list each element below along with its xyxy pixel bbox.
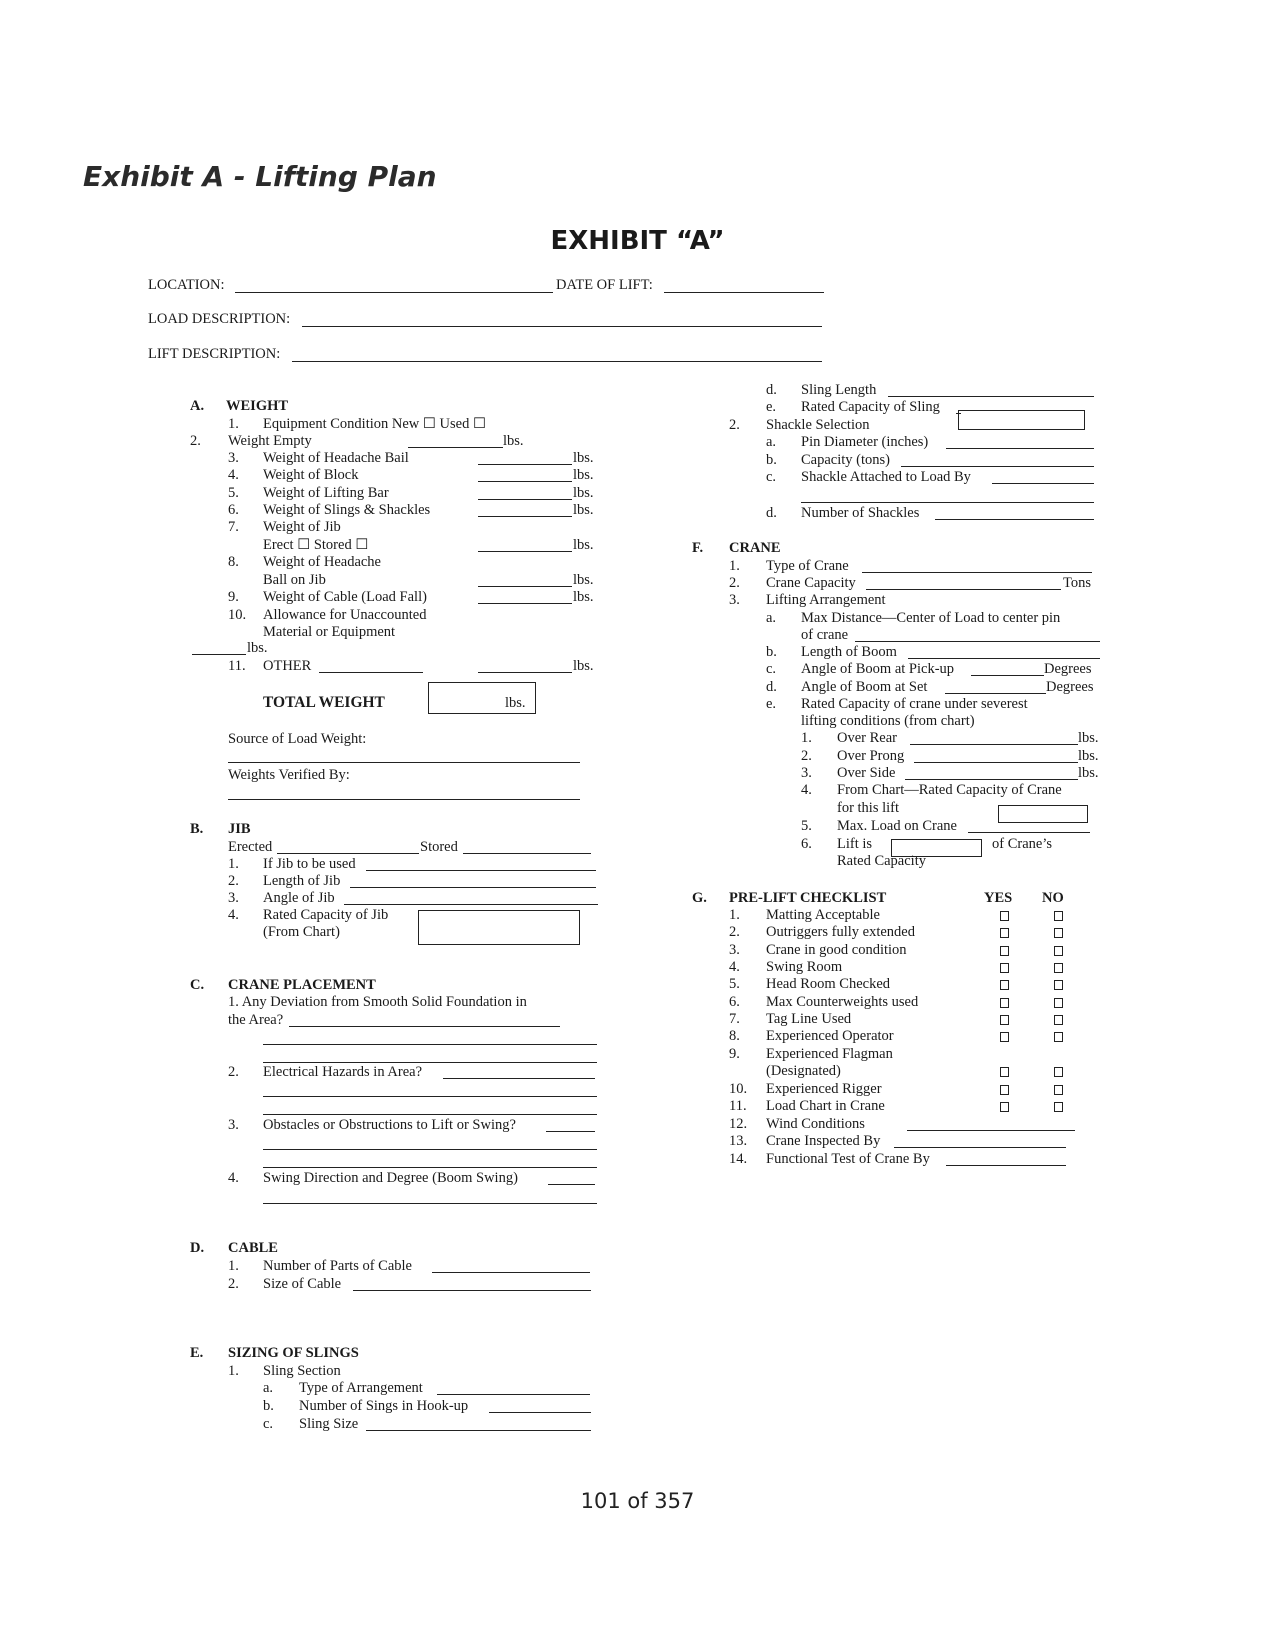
angle-set-field[interactable] [945, 693, 1046, 694]
electrical-hazards-label: Electrical Hazards in Area? [263, 1064, 423, 1080]
section-e-title: SIZING OF SLINGS [228, 1345, 359, 1361]
electrical-hazards-field[interactable] [443, 1078, 595, 1079]
no-checkbox[interactable] [1054, 980, 1063, 990]
item-letter: c. [263, 1416, 274, 1432]
checklist-item-label: Swing Room [766, 959, 843, 975]
exhibit-title: EXHIBIT “A” [550, 226, 725, 256]
location-label: LOCATION: [148, 277, 225, 293]
item-letter: a. [263, 1380, 274, 1396]
section-b-letter: B. [190, 821, 204, 837]
yes-column-header: YES [984, 890, 1013, 906]
checklist-item-label: Tag Line Used [766, 1011, 852, 1027]
no-checkbox[interactable] [1054, 998, 1063, 1008]
tons-unit: Tons [1063, 575, 1091, 591]
no-checkbox[interactable] [1054, 963, 1063, 973]
lift-description-field[interactable] [292, 361, 822, 362]
yes-checkbox[interactable] [1000, 998, 1009, 1008]
max-distance-label-2: of crane [801, 627, 849, 643]
section-c-letter: C. [190, 977, 205, 993]
headache-ball-label-2: Ball on Jib [263, 572, 326, 588]
no-checkbox[interactable] [1054, 1032, 1063, 1042]
jib-angle-label: Angle of Jib [263, 890, 335, 906]
max-distance-label: Max Distance—Center of Load to center pin [801, 610, 1061, 626]
item-number: 1. [228, 1363, 239, 1379]
checklist-item-label: Experienced Operator [766, 1028, 894, 1044]
checklist-item-number: 6. [729, 994, 740, 1010]
boom-length-field[interactable] [908, 658, 1100, 659]
headache-ball-label: Weight of Headache [263, 554, 381, 570]
section-c-title: CRANE PLACEMENT [228, 977, 376, 993]
over-prong-field[interactable] [914, 762, 1078, 763]
lifting-bar-field[interactable] [478, 499, 572, 500]
obstacles-field[interactable] [546, 1131, 595, 1132]
lbs-unit: lbs. [573, 467, 594, 483]
angle-pickup-label: Angle of Boom at Pick-up [801, 661, 955, 677]
no-checkbox[interactable] [1054, 1085, 1063, 1095]
yes-checkbox[interactable] [1000, 946, 1009, 956]
lbs-unit: lbs. [573, 537, 594, 553]
section-b-title: JIB [228, 821, 251, 837]
checklist-item-label: Experienced Flagman [766, 1046, 893, 1062]
item-number: 7. [228, 519, 239, 535]
no-checkbox[interactable] [1054, 946, 1063, 956]
checklist-item-number: 3. [729, 942, 740, 958]
checklist-entry-field[interactable] [946, 1165, 1066, 1166]
no-checkbox[interactable] [1054, 1067, 1063, 1077]
jib-weight-field[interactable] [478, 551, 572, 552]
checklist-item-label: Functional Test of Crane By [766, 1151, 930, 1167]
item-number: 3. [228, 890, 239, 906]
yes-checkbox[interactable] [1000, 980, 1009, 990]
no-checkbox[interactable] [1054, 911, 1063, 921]
slings-in-hookup-label: Number of Sings in Hook-up [299, 1398, 469, 1414]
block-field[interactable] [478, 481, 572, 482]
foundation-deviation-line-2[interactable] [263, 1044, 597, 1045]
sling-length-label: Sling Length [801, 382, 877, 398]
item-number: 3. [729, 592, 740, 608]
cable-weight-label: Weight of Cable (Load Fall) [263, 589, 427, 605]
item-letter: b. [766, 644, 777, 660]
item-number: 2. [228, 873, 239, 889]
erected-label: Erected [228, 839, 273, 855]
weight-empty-field[interactable] [408, 447, 503, 448]
rated-capacity-label: Rated Capacity [837, 853, 926, 869]
item-letter: d. [766, 382, 777, 398]
document-title: Exhibit A - Lifting Plan [83, 160, 437, 193]
item-number: 3. [228, 1117, 239, 1133]
checklist-item-label: Head Room Checked [766, 976, 891, 992]
yes-checkbox[interactable] [1000, 1032, 1009, 1042]
weights-verified-label: Weights Verified By: [228, 767, 350, 783]
jib-rated-capacity-label: Rated Capacity of Jib [263, 907, 389, 923]
over-rear-field[interactable] [910, 744, 1078, 745]
jib-rated-capacity-box[interactable] [418, 910, 580, 945]
section-f-letter: F. [692, 540, 704, 556]
lbs-unit: lbs. [503, 433, 524, 449]
item-number: 6. [228, 502, 239, 518]
item-number: 2. [190, 433, 201, 449]
item-letter: b. [766, 452, 777, 468]
sling-rated-capacity-label: Rated Capacity of Sling [801, 399, 940, 415]
headache-bail-field[interactable] [478, 464, 572, 465]
angle-pickup-field[interactable] [971, 675, 1044, 676]
slings-shackles-label: Weight of Slings & Shackles [263, 502, 431, 518]
pin-diameter-label: Pin Diameter (inches) [801, 434, 929, 450]
degrees-unit: Degrees [1046, 679, 1094, 695]
foundation-deviation-label-2: the Area? [228, 1012, 284, 1028]
item-number: 6. [801, 836, 812, 852]
crane-rated-capacity-label-2: lifting conditions (from chart) [801, 713, 975, 729]
jib-angle-field[interactable] [344, 904, 598, 905]
yes-checkbox[interactable] [1000, 1102, 1009, 1112]
item-number: 1. [801, 730, 812, 746]
max-load-field[interactable] [968, 832, 1090, 833]
checklist-item-number: 14. [729, 1151, 748, 1167]
lift-is-label: Lift is [837, 836, 873, 852]
checklist-item-label-2: (Designated) [766, 1063, 841, 1079]
item-letter: a. [766, 610, 777, 626]
stored-field[interactable] [463, 853, 591, 854]
section-a-title: WEIGHT [226, 398, 289, 414]
block-label: Weight of Block [263, 467, 359, 483]
cable-size-field[interactable] [353, 1290, 591, 1291]
section-d-letter: D. [190, 1240, 205, 1256]
if-jib-used-field[interactable] [366, 870, 596, 871]
checklist-item-label: Crane in good condition [766, 942, 907, 958]
item-number: 1. [228, 856, 239, 872]
lifting-arrangement-label: Lifting Arrangement [766, 592, 886, 608]
over-prong-label: Over Prong [837, 748, 905, 764]
yes-checkbox[interactable] [1000, 1067, 1009, 1077]
checklist-item-number: 2. [729, 924, 740, 940]
crane-rated-capacity-label: Rated Capacity of crane under severest [801, 696, 1028, 712]
jib-length-field[interactable] [350, 887, 596, 888]
headache-bail-label: Weight of Headache Bail [263, 450, 409, 466]
from-chart-label-2: for this lift [837, 800, 900, 816]
obstacles-label: Obstacles or Obstructions to Lift or Swing? [263, 1117, 516, 1133]
load-description-field[interactable] [302, 326, 822, 327]
item-number: 2. [729, 575, 740, 591]
checklist-item-label: Load Chart in Crane [766, 1098, 885, 1114]
item-letter: c. [766, 469, 777, 485]
shackle-selection-label: Shackle Selection [766, 417, 870, 433]
allowance-label-2: Material or Equipment [263, 624, 396, 640]
lifting-bar-label: Weight of Lifting Bar [263, 485, 389, 501]
erect-stored-options[interactable]: Erect ☐ Stored ☐ [263, 537, 369, 553]
obstacles-line-2[interactable] [263, 1149, 597, 1150]
item-number: 3. [228, 450, 239, 466]
crane-capacity-field[interactable] [866, 589, 1061, 590]
lbs-unit: lbs. [573, 450, 594, 466]
pin-diameter-field[interactable] [946, 448, 1094, 449]
sling-arrangement-field[interactable] [437, 1394, 590, 1395]
jib-length-label: Length of Jib [263, 873, 341, 889]
no-checkbox[interactable] [1054, 1015, 1063, 1025]
checklist-item-number: 12. [729, 1116, 748, 1132]
electrical-hazards-line-3[interactable] [263, 1114, 597, 1115]
allowance-label: Allowance for Unaccounted [263, 607, 427, 623]
item-number: 1. [729, 558, 740, 574]
source-of-load-weight-field[interactable] [228, 762, 580, 763]
section-f-title: CRANE [729, 540, 781, 556]
slings-shackles-field[interactable] [478, 516, 572, 517]
jib-rated-capacity-label-2: (From Chart) [263, 924, 340, 940]
checklist-item-label: Wind Conditions [766, 1116, 865, 1132]
checklist-item-number: 5. [729, 976, 740, 992]
shackle-attached-field[interactable] [992, 483, 1094, 484]
equipment-condition-label: Equipment Condition New ☐ Used ☐ [263, 416, 486, 432]
stored-label: Stored [420, 839, 458, 855]
lbs-unit: lbs. [505, 695, 526, 711]
erected-field[interactable] [277, 853, 419, 854]
checklist-item-number: 9. [729, 1046, 740, 1062]
checklist-item-label: Experienced Rigger [766, 1081, 882, 1097]
over-rear-label: Over Rear [837, 730, 897, 746]
item-letter: a. [766, 434, 777, 450]
checklist-item-number: 13. [729, 1133, 748, 1149]
page-number: 101 of 357 [580, 1489, 695, 1513]
item-number: 3. [801, 765, 812, 781]
electrical-hazards-line-2[interactable] [263, 1096, 597, 1097]
over-side-field[interactable] [905, 779, 1078, 780]
checklist-item-label: Crane Inspected By [766, 1133, 881, 1149]
cable-parts-field[interactable] [432, 1272, 590, 1273]
from-chart-box[interactable] [998, 805, 1088, 823]
obstacles-line-3[interactable] [263, 1167, 597, 1168]
number-of-shackles-field[interactable] [935, 519, 1094, 520]
lbs-unit: lbs. [1078, 748, 1099, 764]
cable-parts-label: Number of Parts of Cable [263, 1258, 412, 1274]
yes-checkbox[interactable] [1000, 928, 1009, 938]
boom-length-label: Length of Boom [801, 644, 897, 660]
item-number: 8. [228, 554, 239, 570]
checklist-item-label: Max Counterweights used [766, 994, 919, 1010]
lbs-unit: lbs. [573, 502, 594, 518]
sling-length-field[interactable] [888, 396, 1094, 397]
crane-type-label: Type of Crane [766, 558, 849, 574]
no-checkbox[interactable] [1054, 1102, 1063, 1112]
foundation-deviation-field[interactable] [289, 1026, 560, 1027]
yes-checkbox[interactable] [1000, 963, 1009, 973]
shackle-capacity-label: Capacity (tons) [801, 452, 890, 468]
checklist-item-number: 8. [729, 1028, 740, 1044]
other-description-field[interactable] [319, 672, 423, 673]
checklist-item-label: Matting Acceptable [766, 907, 880, 923]
item-letter: e. [766, 399, 777, 415]
checklist-item-number: 10. [729, 1081, 748, 1097]
no-checkbox[interactable] [1054, 928, 1063, 938]
item-number: 10. [228, 607, 247, 623]
lbs-unit: lbs. [1078, 765, 1099, 781]
date-of-lift-field[interactable] [664, 292, 824, 293]
foundation-deviation-label: 1. Any Deviation from Smooth Solid Foundation in [228, 994, 527, 1010]
item-letter: d. [766, 505, 777, 521]
max-load-label: Max. Load on Crane [837, 818, 957, 834]
item-number: 2. [801, 748, 812, 764]
swing-direction-field[interactable] [548, 1184, 595, 1185]
sling-arrangement-label: Type of Arrangement [299, 1380, 423, 1396]
item-number: 1. [228, 416, 239, 432]
other-label: OTHER [263, 658, 312, 674]
crane-type-field[interactable] [862, 572, 1092, 573]
item-letter: e. [766, 696, 777, 712]
no-column-header: NO [1042, 890, 1064, 906]
lbs-unit: lbs. [573, 589, 594, 605]
allowance-field[interactable] [192, 654, 246, 655]
item-number: 2. [228, 1276, 239, 1292]
cable-size-label: Size of Cable [263, 1276, 342, 1292]
crane-capacity-label: Crane Capacity [766, 575, 856, 591]
shackle-capacity-field[interactable] [901, 466, 1094, 467]
checklist-item-number: 4. [729, 959, 740, 975]
of-cranes-label: of Crane’s [992, 836, 1052, 852]
if-jib-used-label: If Jib to be used [263, 856, 356, 872]
checklist-entry-field[interactable] [907, 1130, 1075, 1131]
over-side-label: Over Side [837, 765, 896, 781]
location-field[interactable] [235, 292, 553, 293]
item-letter: c. [766, 661, 777, 677]
item-number: 4. [228, 467, 239, 483]
shackle-attached-line-2[interactable] [801, 502, 1094, 503]
item-number: 1. [228, 1258, 239, 1274]
max-distance-field[interactable] [855, 641, 1100, 642]
weight-empty-label: Weight Empty [228, 433, 312, 449]
section-d-title: CABLE [228, 1240, 278, 1256]
yes-checkbox[interactable] [1000, 911, 1009, 921]
checklist-entry-field[interactable] [894, 1147, 1066, 1148]
lbs-unit: lbs. [573, 658, 594, 674]
swing-direction-label: Swing Direction and Degree (Boom Swing) [263, 1170, 518, 1186]
section-g-letter: G. [692, 890, 707, 906]
slings-in-hookup-field[interactable] [489, 1412, 591, 1413]
lbs-unit: lbs. [247, 640, 268, 656]
checklist-item-label: Outriggers fully extended [766, 924, 915, 940]
lift-description-label: LIFT DESCRIPTION: [148, 346, 281, 362]
section-a-letter: A. [190, 398, 205, 414]
headache-ball-field[interactable] [478, 586, 572, 587]
cable-weight-field[interactable] [478, 603, 572, 604]
angle-set-label: Angle of Boom at Set [801, 679, 928, 695]
jib-weight-label: Weight of Jib [263, 519, 341, 535]
item-number: 5. [228, 485, 239, 501]
item-number: 2. [729, 417, 740, 433]
number-of-shackles-label: Number of Shackles [801, 505, 920, 521]
shackle-attached-label: Shackle Attached to Load By [801, 469, 971, 485]
item-number: 4. [228, 907, 239, 923]
section-e-letter: E. [190, 1345, 204, 1361]
degrees-unit: Degrees [1044, 661, 1092, 677]
load-description-label: LOAD DESCRIPTION: [148, 311, 291, 327]
swing-direction-line-2[interactable] [263, 1203, 597, 1204]
lbs-unit: lbs. [1078, 730, 1099, 746]
item-number: 4. [228, 1170, 239, 1186]
item-letter: d. [766, 679, 777, 695]
checklist-item-number: 11. [729, 1098, 747, 1114]
from-chart-label: From Chart—Rated Capacity of Crane [837, 782, 1062, 798]
checklist-item-number: 1. [729, 907, 740, 923]
lbs-unit: lbs. [573, 572, 594, 588]
total-weight-label: TOTAL WEIGHT [263, 694, 385, 711]
sling-section-label: Sling Section [263, 1363, 341, 1379]
sling-rated-capacity-box[interactable] [958, 410, 1085, 430]
section-g-title: PRE-LIFT CHECKLIST [729, 890, 887, 906]
lbs-unit: lbs. [573, 485, 594, 501]
source-of-load-weight-label: Source of Load Weight: [228, 731, 367, 747]
item-number: 2. [228, 1064, 239, 1080]
item-number: 11. [228, 658, 246, 674]
checklist-item-number: 7. [729, 1011, 740, 1027]
sling-size-field[interactable] [366, 1430, 591, 1431]
item-letter: b. [263, 1398, 274, 1414]
sling-size-label: Sling Size [299, 1416, 359, 1432]
item-number: 4. [801, 782, 812, 798]
weights-verified-field[interactable] [228, 799, 580, 800]
item-number: 9. [228, 589, 239, 605]
yes-checkbox[interactable] [1000, 1085, 1009, 1095]
foundation-deviation-line-3[interactable] [263, 1062, 597, 1063]
date-of-lift-label: DATE OF LIFT: [556, 277, 653, 293]
other-weight-field[interactable] [478, 672, 572, 673]
yes-checkbox[interactable] [1000, 1015, 1009, 1025]
item-number: 5. [801, 818, 812, 834]
